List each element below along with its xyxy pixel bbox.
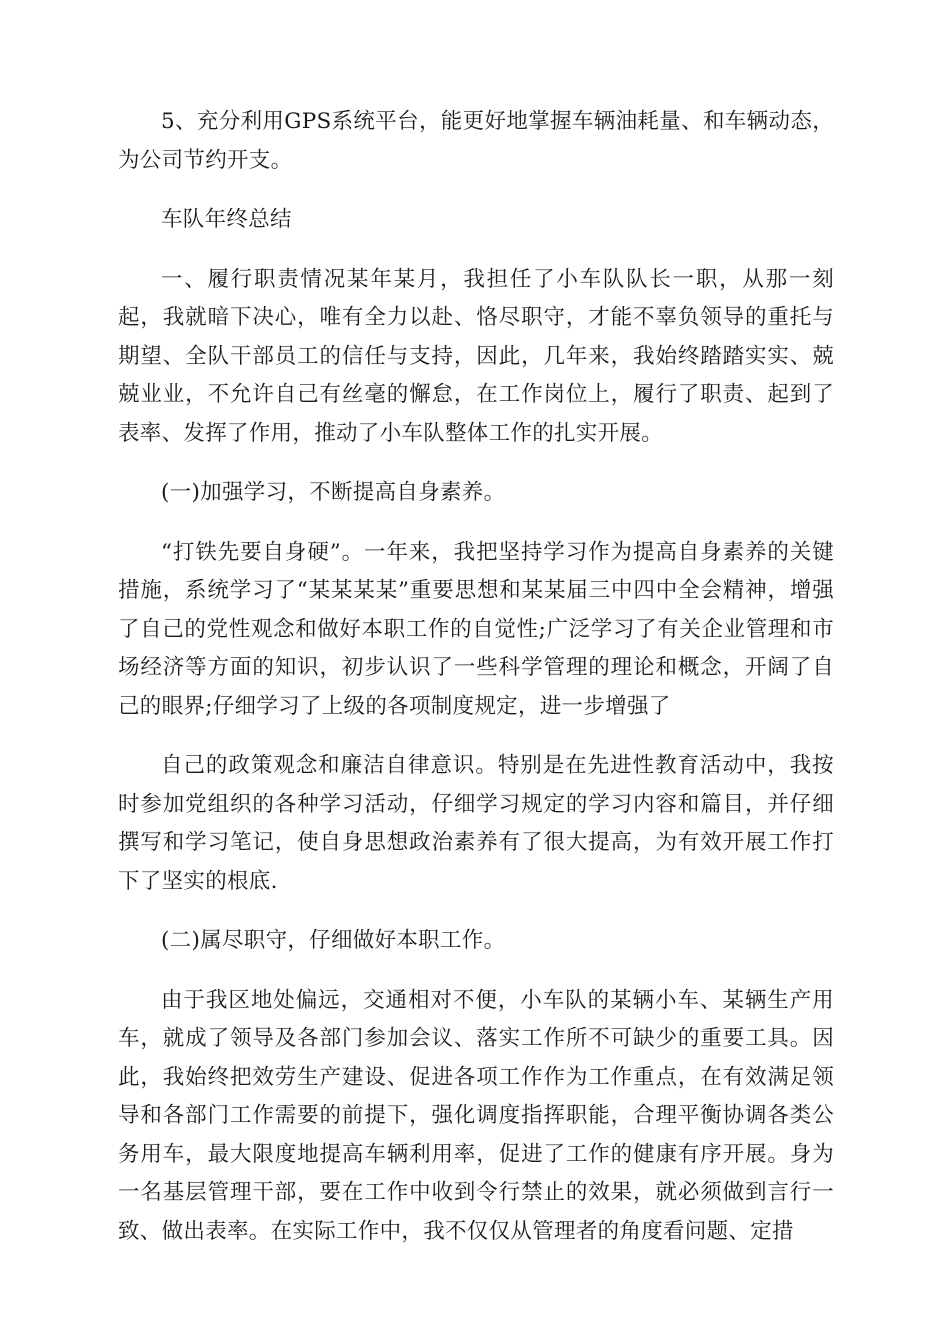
document-body	[118, 103, 834, 1272]
subheading-study: (一)加强学习，不断提高自身素养。	[161, 480, 506, 505]
paragraph-duties: 一、履行职责情况某年某月，我担任了小车队队长一职，从那一刻起，我就暗下决心，唯有全力以赴、恪尽职守，才能不辜负领导的重托与期望、全队干部员工的信任与支持，因此，几年来，我始终踏踏实实、兢兢业业，不允许自己有丝毫的懈怠，在工作岗位上，履行了职责、起到了表率、发挥了作用，推动了小车队整体工作的扎实开展。	[118, 266, 834, 446]
paragraph-work: 由于我区地处偏远，交通相对不便，小车队的某辆小车、某辆生产用车，就成了领导及各部门参加会议、落实工作所不可缺少的重要工具。因此，我始终把效劳生产建设、促进各项工作作为工作重点，在有效满足领导和各部门工作需要的前提下，强化调度指挥职能，合理平衡协调各类公务用车，最大限度地提高车辆利用率，促进了工作的健康有序开展。身为一名基层管理干部，要在工作中收到令行禁止的效果，就必须做到言行一致、做出表率。在实际工作中，我不仅仅从管理者的角度看问题、定措	[118, 987, 834, 1244]
section-title: 车队年终总结	[161, 207, 292, 232]
paragraph-study: “打铁先要自身硬”。一年来，我把坚持学习作为提高自身素养的关键措施，系统学习了“某某某某”重要思想和某某届三中四中全会精神，增强了自己的党性观念和做好本职工作的自觉性;广泛学习了有关企业管理和市场经济等方面的知识，初步认识了一些科学管理的理论和概念，开阔了自己的眼界;仔细学习了上级的各项制度规定，进一步增强了	[118, 539, 834, 719]
paragraph-gps: 5、充分利用GPS系统平台，能更好地掌握车辆油耗量、和车辆动态，为公司节约开支。	[118, 109, 834, 173]
paragraph-study-continued: 自己的政策观念和廉洁自律意识。特别是在先进性教育活动中，我按时参加党组织的各种学习活动，仔细学习规定的学习内容和篇目，并仔细撰写和学习笔记，使自身思想政治素养有了很大提高，为有效开展工作打下了坚实的根底.	[118, 753, 834, 894]
subheading-work: (二)属尽职守，仔细做好本职工作。	[161, 928, 506, 953]
